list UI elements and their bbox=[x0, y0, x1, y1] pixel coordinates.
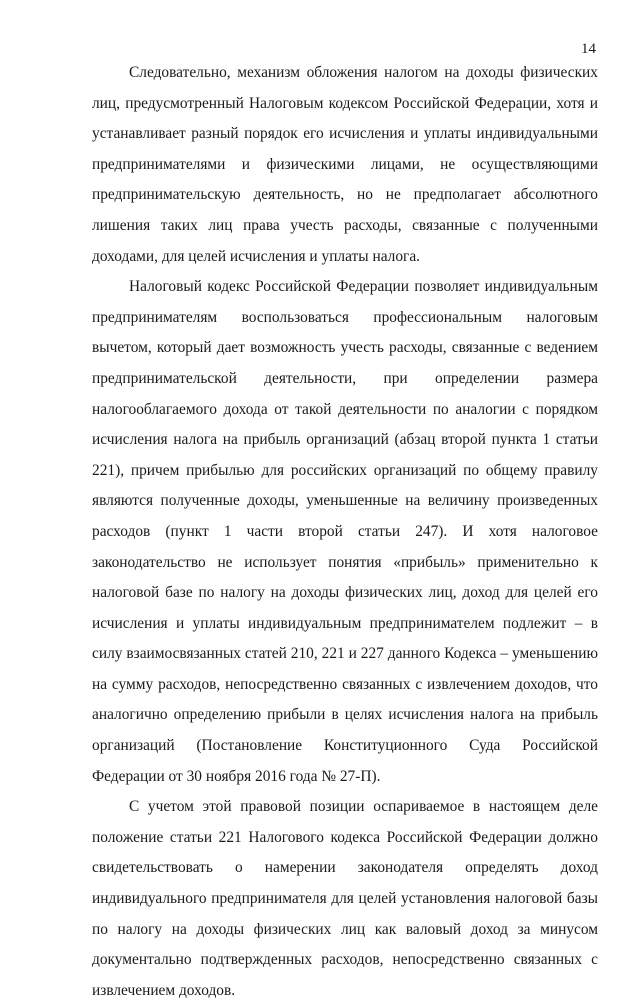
page-number: 14 bbox=[581, 41, 596, 57]
paragraph-3: С учетом этой правовой позиции оспариваемое в настоящем деле положение статьи 221 Налогового кодекса Российской Федерации должно свидетельствовать о намерении законодателя определять доход индивидуального предпринимателя для целей установления налоговой базы по налогу на доходы физических лиц как валовый доход за минусом документально подтвержденных расходов, непосредственно связанных с извлечением доходов. bbox=[92, 798, 598, 999]
paragraph-2: Налоговый кодекс Российской Федерации позволяет индивидуальным предпринимателям воспользоваться профессиональным налоговым вычетом, который дает возможность учесть расходы, связанные с ведением предпринимательской деятельности, при определении размера налогооблагаемого дохода от такой деятельности по аналогии с порядком исчисления налога на прибыль организаций (абзац второй пункта 1 статьи 221), причем прибылью для российских организаций по общему правилу являются полученные доходы, уменьшенные на величину произведенных расходов (пункт 1 части второй статьи 247). И хотя налоговое законодательство не использует понятия «прибыль» применительно к налоговой базе по налогу на доходы физических лиц, доход для целей его исчисления и уплаты индивидуальным предпринимателем подлежит – в силу взаимосвязанных статей 210, 221 и 227 данного Кодекса – уменьшению на сумму расходов, непосредственно связанных с извлечением доходов, что аналогично определению прибыли в целях исчисления налога на прибыль организаций (Постановление Конституционного Суда Российской Федерации от 30 ноября 2016 года № 27-П). bbox=[92, 278, 598, 785]
document-body bbox=[92, 58, 598, 1006]
paragraph-1: Следовательно, механизм обложения налогом на доходы физических лиц, предусмотренный Налоговым кодексом Российской Федерации, хотя и устанавливает разный порядок его исчисления и уплаты индивидуальными предпринимателями и физическими лицами, не осуществляющими предпринимательскую деятельность, но не предполагает абсолютного лишения таких лиц права учесть расходы, связанные с полученными доходами, для целей исчисления и уплаты налога. bbox=[92, 64, 598, 265]
